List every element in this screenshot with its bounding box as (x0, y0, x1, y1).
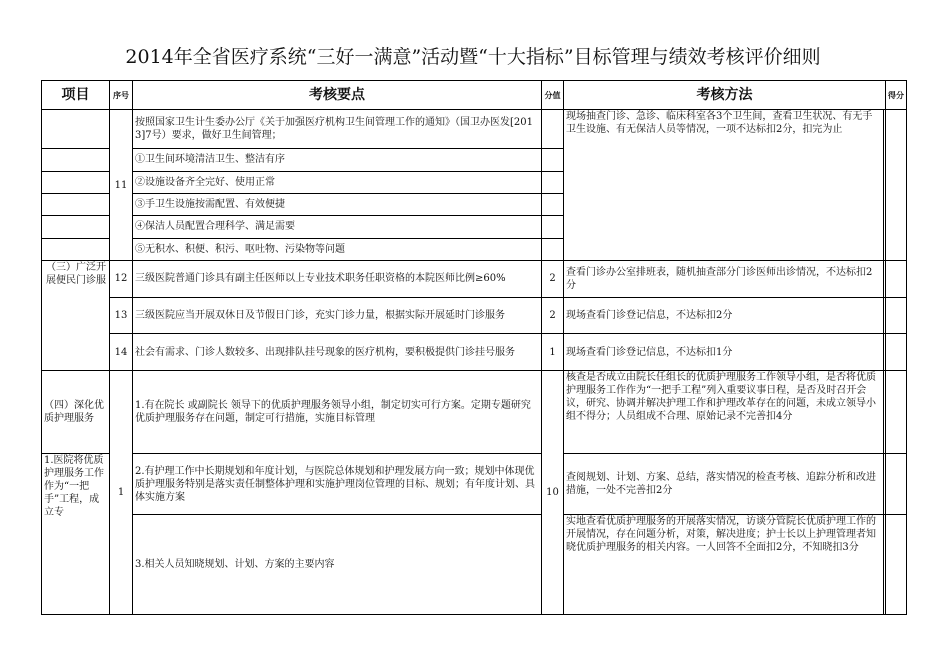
points-cell: ④保洁人员配置合理科学、满足需要 (133, 216, 542, 238)
method-cell: 现场抽查门诊、急诊、临床科室各3个卫生间，查看卫生状况、有无手卫生设施、有无保洁人员等情况，一项不达标扣2分，扣完为止 (564, 110, 884, 261)
table-row (42, 110, 907, 149)
page-title: 2014年全省医疗系统“三好一满意”活动暨“十大指标”目标管理与绩效考核评价细则 (125, 46, 821, 68)
seq-cell: 1 (110, 370, 133, 614)
score-cell: 2 (542, 297, 564, 334)
header-item: 项目 (42, 81, 110, 110)
gained-cell (886, 334, 907, 371)
table-row (42, 454, 907, 515)
points-cell: ⑤无积水、积便、积污、呕吐物、污染物等问题 (133, 238, 542, 260)
points-cell: 社会有需求、门诊人数较多、出现排队挂号现象的医疗机构，要积极提供门诊挂号服务 (133, 334, 542, 371)
item-cell-empty (42, 171, 110, 193)
score-cell-empty (542, 238, 564, 260)
item-cell-empty (42, 216, 110, 238)
seq-cell: 13 (110, 297, 133, 334)
seq-cell: 11 (110, 110, 133, 261)
score-cell: 1 (542, 334, 564, 371)
points-cell: 2.有护理工作中长期规划和年度计划，与医院总体规划和护理发展方向一致；规划中体现优质护理服务特别是落实责任制整体护理和实施护理岗位管理的目标、规划；有年度计划、具体实施方案 (133, 454, 542, 515)
points-cell: ②设施设备齐全完好、使用正常 (133, 171, 542, 193)
seq-cell: 12 (110, 261, 133, 298)
method-cell: 实地查看优质护理服务的开展落实情况，访谈分管院长优质护理工作的开展情况，存在问题分析，对策，解决进度；护士长以上护理管理者知晓优质护理服务的相关内容。一人回答不全面扣2分，不知晓扣3分 (564, 515, 884, 615)
table-row (42, 515, 907, 615)
gained-cell (886, 370, 907, 453)
gained-cell (886, 515, 907, 615)
score-cell: 2 (542, 261, 564, 298)
points-cell: 三级医院应当开展双休日及节假日门诊，充实门诊力量，根据实际开展延时门诊服务 (133, 297, 542, 334)
header-points: 考核要点 (133, 81, 542, 110)
header-seq: 序号 (110, 81, 133, 110)
gained-cell (886, 297, 907, 334)
points-cell: 1.有在院长 或副院长 领导下的优质护理服务领导小组，制定切实可行方案。定期专题研究优质护理服务存在问题，制定可行措施，实施目标管理 (133, 370, 542, 453)
score-cell-empty (542, 193, 564, 215)
score-cell: 10 (542, 370, 564, 614)
score-cell-empty (542, 149, 564, 171)
score-cell-empty (542, 110, 564, 149)
method-cell: 现场查看门诊登记信息，不达标扣2分 (564, 297, 884, 334)
item-cell-empty (42, 110, 110, 149)
method-cell: 查看门诊办公室排班表，随机抽查部分门诊医师出诊情况，不达标扣2分 (564, 261, 884, 298)
points-cell: ③手卫生设施按需配置、有效便捷 (133, 193, 542, 215)
seq-cell: 14 (110, 334, 133, 371)
item-cell-empty (42, 149, 110, 171)
points-cell: 3.相关人员知晓规划、计划、方案的主要内容 (133, 515, 542, 615)
table-row (42, 297, 907, 334)
gained-cell (886, 110, 907, 261)
score-cell-empty (542, 171, 564, 193)
sub-item-cell: 1.医院将优质护理服务工作作为“一把手”工程，成立专 (42, 454, 110, 615)
table-row (42, 334, 907, 371)
method-cell: 现场查看门诊登记信息，不达标扣1分 (564, 334, 884, 371)
gained-cell (886, 454, 907, 515)
points-cell: ①卫生间环境清洁卫生、整洁有序 (133, 149, 542, 171)
score-cell-empty (542, 216, 564, 238)
evaluation-table (41, 80, 907, 615)
points-cell: 三级医院普通门诊具有副主任医师以上专业技术职务任职资格的本院医师比例≥60% (133, 261, 542, 298)
header-score: 分值 (542, 81, 564, 110)
item-cell-empty (42, 238, 110, 260)
header-gained: 得分 (886, 81, 907, 110)
gained-cell (886, 261, 907, 298)
points-cell: 按照国家卫生计生委办公厅《关于加强医疗机构卫生间管理工作的通知》（国卫办医发[2013]7号）要求，做好卫生间管理； (133, 110, 542, 149)
category-3-cell: （三）广泛开展便民门诊服 (42, 261, 110, 371)
table-row (42, 261, 907, 298)
item-cell-empty (42, 193, 110, 215)
category-4-cell: （四）深化优质护理服务 (42, 370, 110, 453)
method-cell: 核查是否成立由院长任组长的优质护理服务工作领导小组，是否将优质护理服务工作作为“一把手工程”列入重要议事日程，是否及时召开会议，研究、协调并解决护理工作和护理改革存在的问题，未成立领导小组不得分；人员组成不合理、原始记录不完善扣4分 (564, 370, 884, 453)
header-row (42, 81, 907, 110)
header-method: 考核方法 (564, 81, 886, 110)
method-cell: 查阅规划、计划、方案、总结，落实情况的检查考核、追踪分析和改进措施，一处不完善扣2分 (564, 454, 884, 515)
table-row (42, 370, 907, 453)
